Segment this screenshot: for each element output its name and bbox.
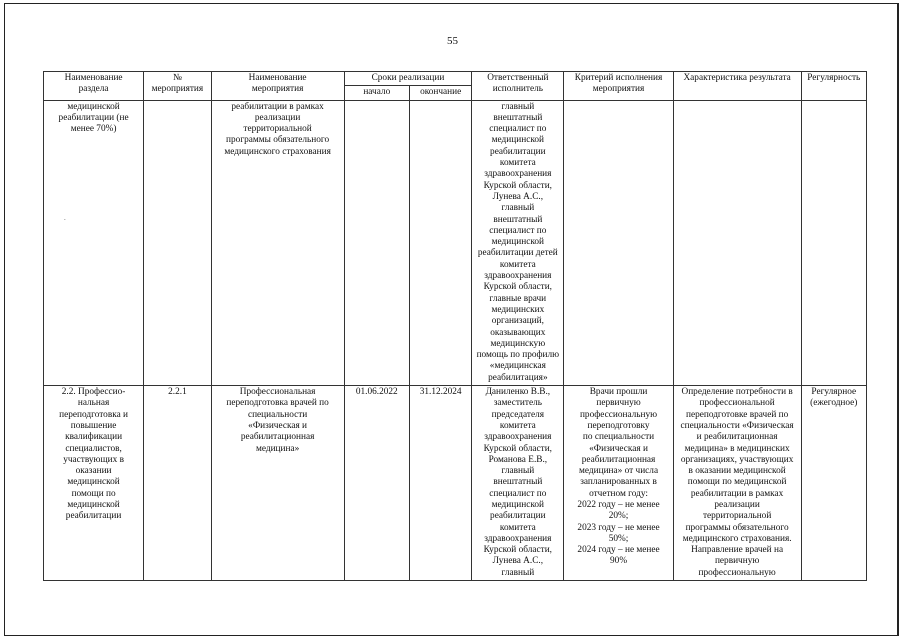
cell-responsible: главный внештатный специалист по медицинской реабилитации комитета здравоохранения Курской области, Лунева А.С., главный внештатный специалист по медицинской реабилитации детей комитета здравоохранения Курской области, главные врачи медицинских организаций, оказывающих медицинскую помощь по профилю «медицинская реабилитация» <box>472 100 564 385</box>
cell-section: медицинской реабилитации (не менее 70%) <box>44 100 144 385</box>
cell-end: 31.12.2024 <box>409 386 471 581</box>
cell-end <box>409 100 471 385</box>
header-criterion: Критерий исполнения мероприятия <box>564 72 673 101</box>
header-section: Наименование раздела <box>44 72 144 101</box>
cell-start <box>344 100 409 385</box>
header-event: Наименование мероприятия <box>211 72 344 101</box>
cell-responsible: Даниленко В.В., заместитель председателя комитета здравоохранения Курской области, Романова Е.В., главный внештатный специалист по медицинской реабилитации комитета здравоохранения Курской области, Лунева А.С., главный <box>472 386 564 581</box>
cell-number: 2.2.1 <box>144 386 211 581</box>
header-number: № мероприятия <box>144 72 211 101</box>
activities-table <box>43 71 867 581</box>
header-regularity: Регулярность <box>801 72 866 101</box>
cell-result: Определение потребности в профессиональной переподготовке врачей по специальности «Физическая и реабилитационная медицина» в медицинских организациях, участвующих в оказании медицинской помощи по медицинской реабилитации в рамках реализации территориальной программы обязательного медицинского страхования. Направление врачей на первичную профессиональную <box>673 386 801 581</box>
cell-event: Профессиональная переподготовка врачей по специальности «Физическая и реабилитационная медицина» <box>211 386 344 581</box>
cell-number <box>144 100 211 385</box>
cell-result <box>673 100 801 385</box>
table-row <box>44 100 867 385</box>
cell-event: реабилитации в рамках реализации территориальной программы обязательного медицинского страхования <box>211 100 344 385</box>
cell-regularity: Регулярное (ежегодное) <box>801 386 866 581</box>
header-end: окончание <box>409 86 471 100</box>
cell-section: 2.2. Профессио- нальная переподготовка и повышение квалификации специалистов, участвующих в оказании медицинской помощи по медицинской реабилитации <box>44 386 144 581</box>
header-terms: Сроки реализации <box>344 72 472 86</box>
cell-criterion <box>564 100 673 385</box>
table-row <box>44 386 867 581</box>
scan-speck: . <box>64 214 66 222</box>
cell-start: 01.06.2022 <box>344 386 409 581</box>
cell-regularity <box>801 100 866 385</box>
page-number: 55 <box>447 35 458 47</box>
header-responsible: Ответственный исполнитель <box>472 72 564 101</box>
header-result: Характеристика результата <box>673 72 801 101</box>
cell-criterion: Врачи прошли первичную профессиональную переподготовку по специальности «Физическая и реабилитационная медицина» от числа запланированных в отчетном году: 2022 году – не менее 20%; 2023 году – не менее 50%; 2024 году – не менее 90% <box>564 386 673 581</box>
header-start: начало <box>344 86 409 100</box>
